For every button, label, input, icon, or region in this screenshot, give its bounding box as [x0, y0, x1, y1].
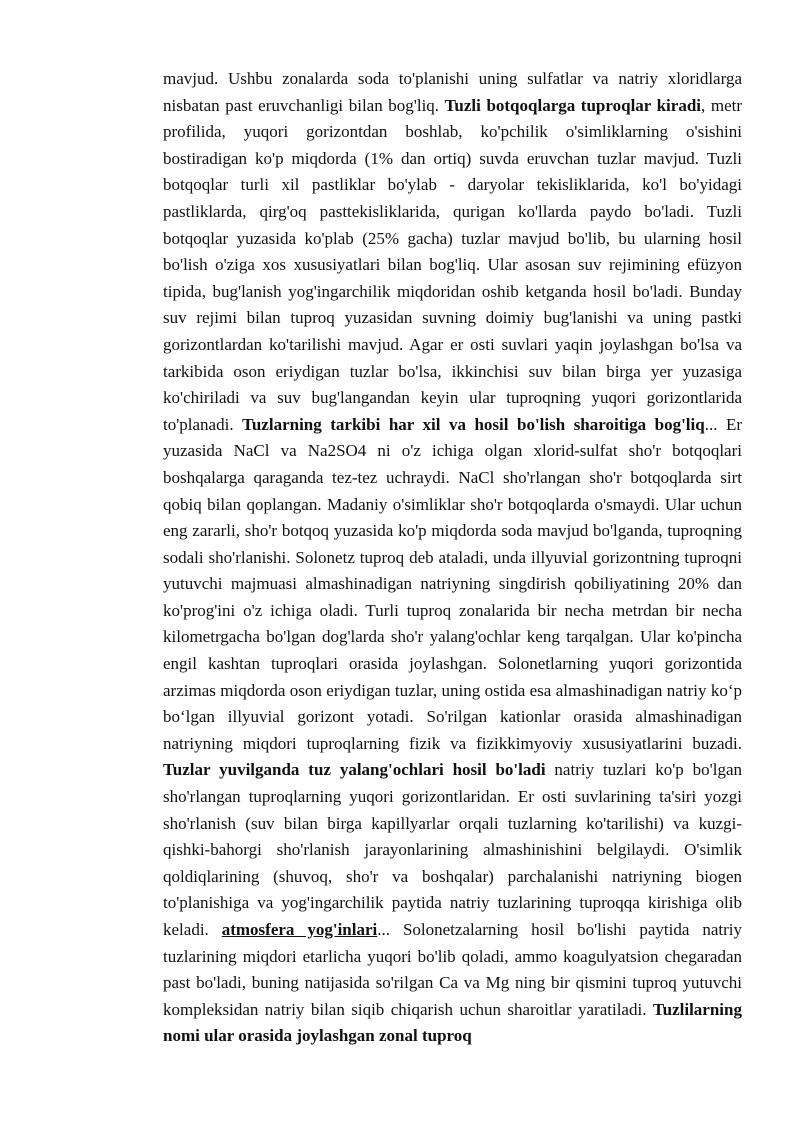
text-segment: mavjud. Ushbu zonalarda soda to'planishi uning sulfatlar va natriy xloridlarga nisbatan past eruvchanligi bilan bog'liq. — [163, 69, 742, 115]
document-page — [163, 66, 742, 1050]
text-segment: , metr profilida, yuqori gorizontdan boshlab, ko'pchilik o'simliklarning o'sishini bostiradigan ko'p miqdorda (1% dan ortiq) suvda eruvchan tuzlar mavjud. Tuzli botqoqlar turli xil pastliklar bo'ylab - daryolar tekisliklarida, ko'l bo'yidagi pastliklarda, qirg'oq pasttekisliklarida, qurigan ko'llarda paydo bo'ladi. Tuzli botqoqlar yuzasida ko'plab (25% gacha) tuzlar mavjud bo'lib, bu ularning hosil bo'lish o'ziga xos xususiyatlari bilan bog'liq. Ular asosan suv rejimining efüzyon tipida, bug'lanish yog'ingarchilik miqdoridan oshib ketganda hosil bo'ladi. Bunday suv rejimi bilan tuproq yuzasidan suvning doimiy bug'lanishi va uning pastki gorizontlardan ko'tarilishi mavjud. Agar er osti suvlari yaqin joylashgan bo'lsa va tarkibida oson eriydigan tuzlar bo'lsa, ikkinchisi suv bilan birga yer yuzasiga ko'chiriladi va suv bug'langandan keyin ular tuproqning yuqori gorizontlarida to'planadi. — [163, 95, 742, 434]
bold-phrase: Tuzlar yuvilganda tuz yalang'ochlari hosil bo'ladi — [163, 760, 546, 780]
bold-phrase: Tuzlilarning nomi ular orasida joylashgan zonal tuproq — [163, 999, 742, 1046]
body-paragraph — [163, 66, 742, 1050]
text-segment: natriy tuzlari ko'p bo'lgan sho'rlangan tuproqlarning yuqori gorizontlaridan. Er osti suvlarining ta'siri yozgi sho'rlanish (suv bilan birga kapillyarlar orqali tuzlarning ko'tarilishi) va kuzgi-qishki-bahorgi sho'rlanish jarayonlarining almashinishini belgilaydi. O'simlik qoldiqlarining (shuvoq, sho'r va boshqalar) parchalanishi natriyning biogen to'planishiga va yog'ingarchilik paytida natriy tuzlarining tuproqqa kirishiga olib keladi. — [163, 760, 743, 939]
text-segment: ... Solonetzalarning hosil bo'lishi paytida natriy tuzlarining miqdori etarlicha yuqori bo'lib qoladi, ammo koagulyatsion chegaradan past bo'ladi, buning natijasida so'rilgan Ca va Mg ning bir qismini tuproq yutuvchi kompleksidan natriy bilan siqib chiqarish uchun sharoitlar yaratiladi. — [163, 920, 742, 1019]
bold-phrase: Tuzli botqoqlarga tuproqlar kiradi — [444, 95, 702, 115]
bold-phrase: Tuzlarning tarkibi har xil va hosil bo'lish sharoitiga bog'liq — [242, 414, 705, 434]
underlined-link-phrase[interactable]: atmosfera yog'inlari — [221, 920, 378, 939]
text-segment: ... Er yuzasida NaCl va Na2SO4 ni o'z ichiga olgan xlorid-sulfat sho'r botqoqlari boshqalarga qaraganda tez-tez uchraydi. NaCl sho'rlangan sho'r botqoqlarda sirt qobiq bilan qoplangan. Madaniy o'simliklar sho'r botqoqlarda o'smaydi. Ular uchun eng zararli, sho'r botqoq yuzasida ko'p miqdorda soda mavjud bo'lganda, tuproqning sodali sho'rlanishi. Solonetz tuproq deb ataladi, unda illyuvial gorizontning tuproqni yutuvchi majmuasi almashinadigan natriyning singdirish qobiliyatining 20% dan ko'prog'ini o'z ichiga oladi. Turli tuproq zonalarida bir necha metrdan bir necha kilometrgacha bo'lgan dog'larda sho'r yalang'ochlar keng tarqalgan. Ular ko'pincha engil kashtan tuproqlari orasida joylashgan. Solonetlarning yuqori gorizontida arzimas miqdorda oson eriydigan tuzlar, uning ostida esa almashinadigan natriy ko‘p bo‘lgan illyuvial gorizont yotadi. So'rilgan kationlar orasida almashinadigan natriyning miqdori tuproqlarning fizik va fizikkimyoviy xususiyatlarini buzadi. — [163, 414, 743, 753]
